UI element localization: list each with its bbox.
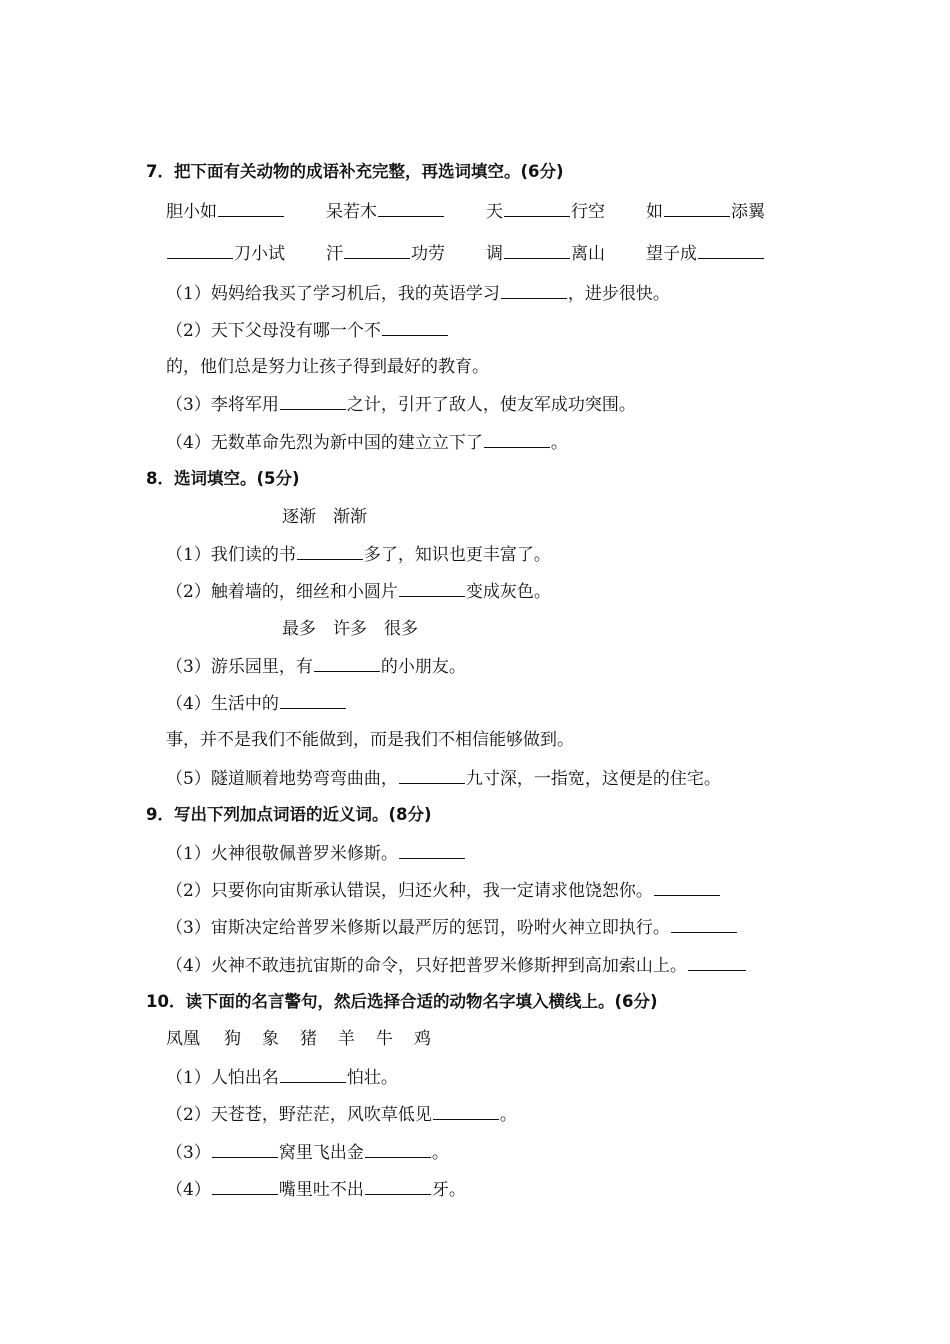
blank[interactable] bbox=[280, 691, 346, 709]
q10-title: 10．读下面的名言警句，然后选择合适的动物名字填入横线上。(6分) bbox=[146, 992, 658, 1011]
q9-sentence-2: （2）只要你向宙斯承认错误，归还火种，我一定请求他饶恕你。 bbox=[166, 878, 721, 902]
blank[interactable] bbox=[382, 318, 448, 336]
idiom-item: 汗 功劳 bbox=[326, 241, 445, 266]
q7-idiom-row-2 bbox=[166, 241, 886, 265]
animal-word: 鸡 bbox=[414, 1029, 431, 1049]
idiom-item: 呆若木 bbox=[326, 199, 445, 224]
blank[interactable] bbox=[671, 915, 737, 933]
animal-word: 牛 bbox=[376, 1029, 393, 1049]
blank[interactable] bbox=[399, 579, 465, 597]
blank[interactable] bbox=[664, 199, 730, 217]
q7-sentence-2-cont: 的，他们总是努力让孩子得到最好的教育。 bbox=[166, 357, 489, 377]
animal-word: 羊 bbox=[338, 1029, 355, 1049]
blank[interactable] bbox=[212, 1177, 278, 1195]
blank[interactable] bbox=[280, 1065, 346, 1083]
animal-word: 象 bbox=[262, 1029, 279, 1049]
animal-word: 凤凰 bbox=[166, 1029, 200, 1049]
q7-sentence-4: （4）无数革命先烈为新中国的建立立下了 。 bbox=[166, 430, 568, 454]
q8-sentence-2: （2）触着墙的，细丝和小圆片 变成灰色。 bbox=[166, 579, 551, 603]
blank[interactable] bbox=[484, 430, 550, 448]
blank[interactable] bbox=[167, 241, 233, 259]
q8-sentence-5: （5）隧道顺着地势弯弯曲曲， 九寸深，一指宽，这便是的住宅。 bbox=[166, 766, 721, 790]
q9-sentence-3: （3）宙斯决定给普罗米修斯以最严厉的惩罚，吩咐火神立即执行。 bbox=[166, 915, 738, 939]
blank[interactable] bbox=[378, 199, 444, 217]
blank[interactable] bbox=[399, 766, 465, 784]
blank[interactable] bbox=[504, 241, 570, 259]
blank[interactable] bbox=[280, 392, 346, 410]
blank[interactable] bbox=[654, 878, 720, 896]
idiom-item: 天 行空 bbox=[486, 199, 605, 224]
q8-word-choices-1: 逐渐 渐渐 bbox=[282, 507, 367, 527]
q10-sentence-4: （4） 嘴里吐不出 牙。 bbox=[166, 1177, 466, 1201]
q8-word-choices-2: 最多 许多 很多 bbox=[282, 619, 418, 639]
q10-animal-list bbox=[166, 1027, 466, 1051]
blank[interactable] bbox=[212, 1140, 278, 1158]
blank[interactable] bbox=[218, 199, 284, 217]
blank[interactable] bbox=[433, 1102, 499, 1120]
animal-word: 狗 bbox=[224, 1029, 241, 1049]
q9-sentence-4: （4）火神不敢违抗宙斯的命令，只好把普罗米修斯押到高加索山上。 bbox=[166, 953, 747, 977]
blank[interactable] bbox=[501, 281, 567, 299]
q8-sentence-4-cont: 事，并不是我们不能做到，而是我们不相信能够做到。 bbox=[166, 730, 574, 750]
q9-sentence-1: （1）火神很敬佩普罗米修斯。 bbox=[166, 841, 466, 865]
blank[interactable] bbox=[698, 241, 764, 259]
q10-sentence-2: （2）天苍苍，野茫茫，风吹草低见 。 bbox=[166, 1102, 517, 1126]
idiom-item: 胆小如 bbox=[166, 199, 285, 224]
blank[interactable] bbox=[399, 841, 465, 859]
q10-sentence-3: （3） 窝里飞出金 。 bbox=[166, 1140, 449, 1164]
q7-sentence-1: （1）妈妈给我买了学习机后，我的英语学习 ，进步很快。 bbox=[166, 281, 670, 305]
q7-idiom-row-1 bbox=[166, 199, 886, 223]
blank[interactable] bbox=[688, 953, 746, 971]
animal-word: 猪 bbox=[300, 1029, 317, 1049]
blank[interactable] bbox=[365, 1140, 431, 1158]
q8-sentence-4: （4）生活中的 bbox=[166, 691, 347, 715]
q9-title: 9．写出下列加点词语的近义词。(8分) bbox=[146, 805, 432, 824]
q8-sentence-3: （3）游乐园里，有 的小朋友。 bbox=[166, 654, 466, 678]
blank[interactable] bbox=[344, 241, 410, 259]
q7-title: 7．把下面有关动物的成语补充完整，再选词填空。(6分) bbox=[146, 162, 564, 181]
idiom-item: 如 添翼 bbox=[646, 199, 765, 224]
blank[interactable] bbox=[504, 199, 570, 217]
idiom-item: 调 离山 bbox=[486, 241, 605, 266]
idiom-item: 刀小试 bbox=[166, 241, 285, 266]
blank[interactable] bbox=[297, 542, 363, 560]
q7-sentence-3: （3）李将军用 之计，引开了敌人，使友军成功突围。 bbox=[166, 392, 636, 416]
q8-sentence-1: （1）我们读的书 多了，知识也更丰富了。 bbox=[166, 542, 551, 566]
blank[interactable] bbox=[314, 654, 380, 672]
idiom-item: 望子成 bbox=[646, 241, 765, 266]
q10-sentence-1: （1）人怕出名 怕壮。 bbox=[166, 1065, 398, 1089]
q7-sentence-2: （2）天下父母没有哪一个不 bbox=[166, 318, 449, 342]
q8-title: 8．选词填空。(5分) bbox=[146, 469, 300, 488]
blank[interactable] bbox=[365, 1177, 431, 1195]
